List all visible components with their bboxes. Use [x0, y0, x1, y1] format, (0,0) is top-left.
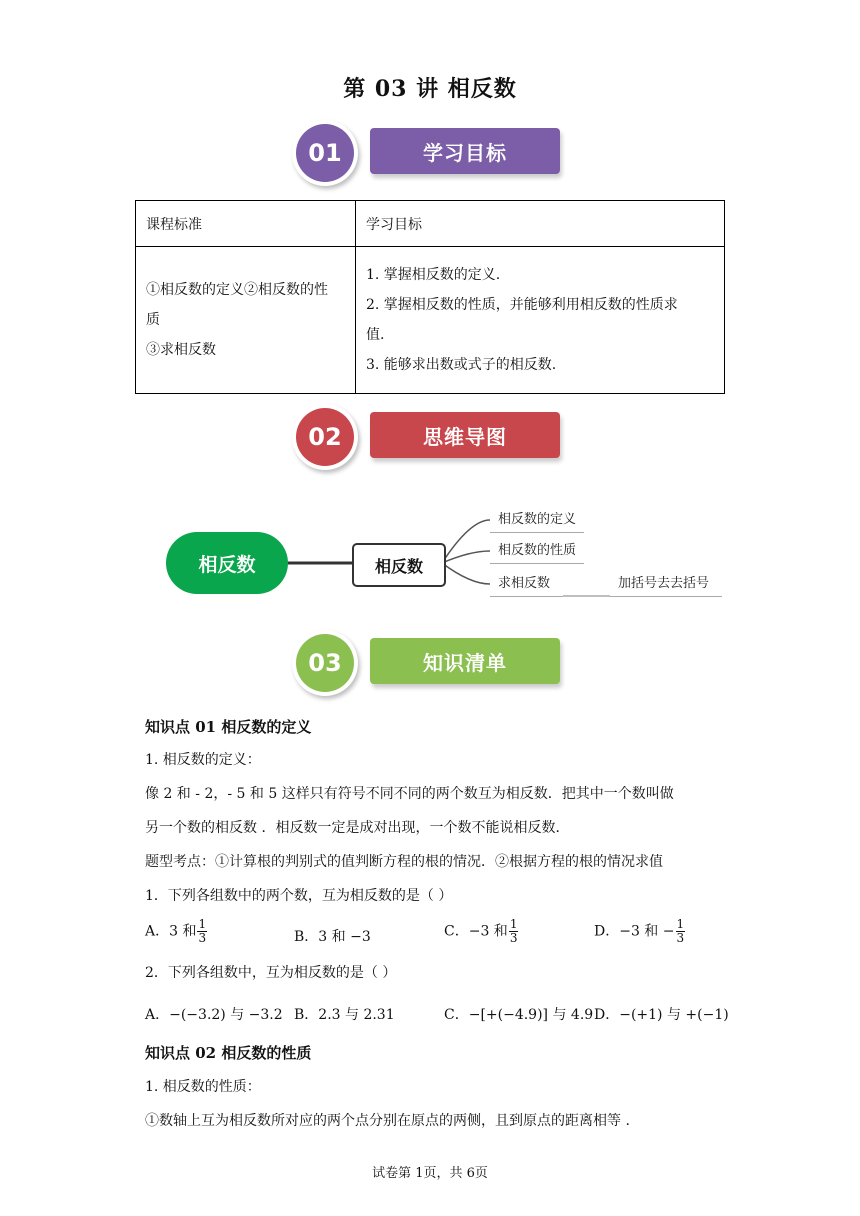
- numerator: 1: [676, 917, 685, 931]
- section-number: 02: [296, 408, 354, 466]
- denominator: 3: [509, 931, 518, 945]
- numerator: 1: [198, 917, 207, 931]
- table-header-standard: 课程标准: [136, 201, 356, 247]
- table-cell-goals: [356, 247, 725, 394]
- kp2-heading: 知识点 02 相反数的性质: [145, 1044, 312, 1062]
- kp1-subheading: 1. 相反数的定义：: [145, 752, 261, 768]
- fraction: [676, 918, 686, 945]
- mindmap-leaf-find: 求相反数: [490, 572, 563, 597]
- option-text: D．−3 和 −: [594, 923, 675, 940]
- standard-line: 质: [146, 312, 160, 328]
- q1-option-b: B．3 和 −3: [294, 929, 371, 945]
- section-number-badge: [292, 630, 358, 696]
- fraction: [509, 918, 519, 945]
- section-label: 思维导图: [370, 412, 560, 458]
- question-2: 2．下列各组数中，互为相反数的是（ ）: [145, 965, 397, 981]
- q2-option-b: B．2.3 与 2.31: [294, 1007, 395, 1023]
- section-label: 学习目标: [370, 128, 560, 174]
- q1-option-d: [594, 918, 686, 945]
- goal-line: 值.: [366, 327, 385, 343]
- question-1: 1．下列各组数中的两个数，互为相反数的是（ ）: [145, 888, 453, 904]
- fraction: [197, 918, 207, 945]
- q2-option-d: D．−(+1) 与 +(−1): [594, 1007, 729, 1023]
- goal-line: 2. 掌握相反数的性质，并能够利用相反数的性质求: [366, 297, 678, 313]
- section-banner-knowledge: [292, 630, 572, 700]
- kp1-paragraph: 像 2 和 - 2，- 5 和 5 这样只有符号不同不同的两个数互为相反数．把其中一个数叫做: [145, 786, 674, 802]
- q2-option-c: C．−[+(−4.9)] 与 4.9: [444, 1007, 594, 1023]
- q2-option-a: A．−(−3.2) 与 −3.2: [145, 1007, 283, 1023]
- mindmap-leaf-properties: 相反数的性质: [490, 539, 584, 564]
- standard-line: ③求相反数: [146, 342, 216, 358]
- mindmap-center-node: 相反数: [352, 543, 446, 587]
- kp1-heading: 知识点 01 相反数的定义: [145, 718, 312, 736]
- mindmap-subleaf-brackets: 加括号去去括号: [610, 572, 722, 597]
- goal-line: 1. 掌握相反数的定义.: [366, 267, 501, 283]
- section-number-badge: [292, 404, 358, 470]
- mindmap-leaf-definition: 相反数的定义: [490, 508, 584, 533]
- kp2-paragraph: ①数轴上互为相反数所对应的两个点分别在原点的两侧，且到原点的距离相等 .: [145, 1113, 630, 1129]
- q1-option-c: [444, 918, 519, 945]
- objectives-table: [135, 200, 725, 394]
- mindmap-root-node: 相反数: [166, 532, 288, 594]
- page-title: 第 03 讲 相反数: [343, 76, 517, 102]
- section-banner-goals: [292, 120, 572, 190]
- option-text: A．3 和: [145, 923, 197, 940]
- section-banner-mindmap: [292, 404, 572, 474]
- numerator: 1: [509, 917, 518, 931]
- section-label: 知识清单: [370, 638, 560, 684]
- section-number: 01: [296, 124, 354, 182]
- denominator: 3: [676, 931, 685, 945]
- kp2-subheading: 1. 相反数的性质：: [145, 1079, 261, 1095]
- table-cell-standard: [136, 247, 356, 394]
- kp1-paragraph: 题型考点：①计算根的判别式的值判断方程的根的情况．②根据方程的根的情况求值: [145, 854, 663, 870]
- kp1-paragraph: 另一个数的相反数 ．相反数一定是成对出现，一个数不能说相反数．: [145, 820, 570, 836]
- option-text: C．−3 和: [444, 923, 508, 940]
- table-header-goals: 学习目标: [356, 201, 725, 247]
- page-footer: 试卷第 1页，共 6页: [372, 1166, 488, 1181]
- standard-line: ①相反数的定义②相反数的性: [146, 282, 328, 298]
- denominator: 3: [198, 931, 207, 945]
- goal-line: 3. 能够求出数或式子的相反数.: [366, 357, 557, 373]
- section-number-badge: [292, 120, 358, 186]
- section-number: 03: [296, 634, 354, 692]
- q1-option-a: [145, 918, 208, 945]
